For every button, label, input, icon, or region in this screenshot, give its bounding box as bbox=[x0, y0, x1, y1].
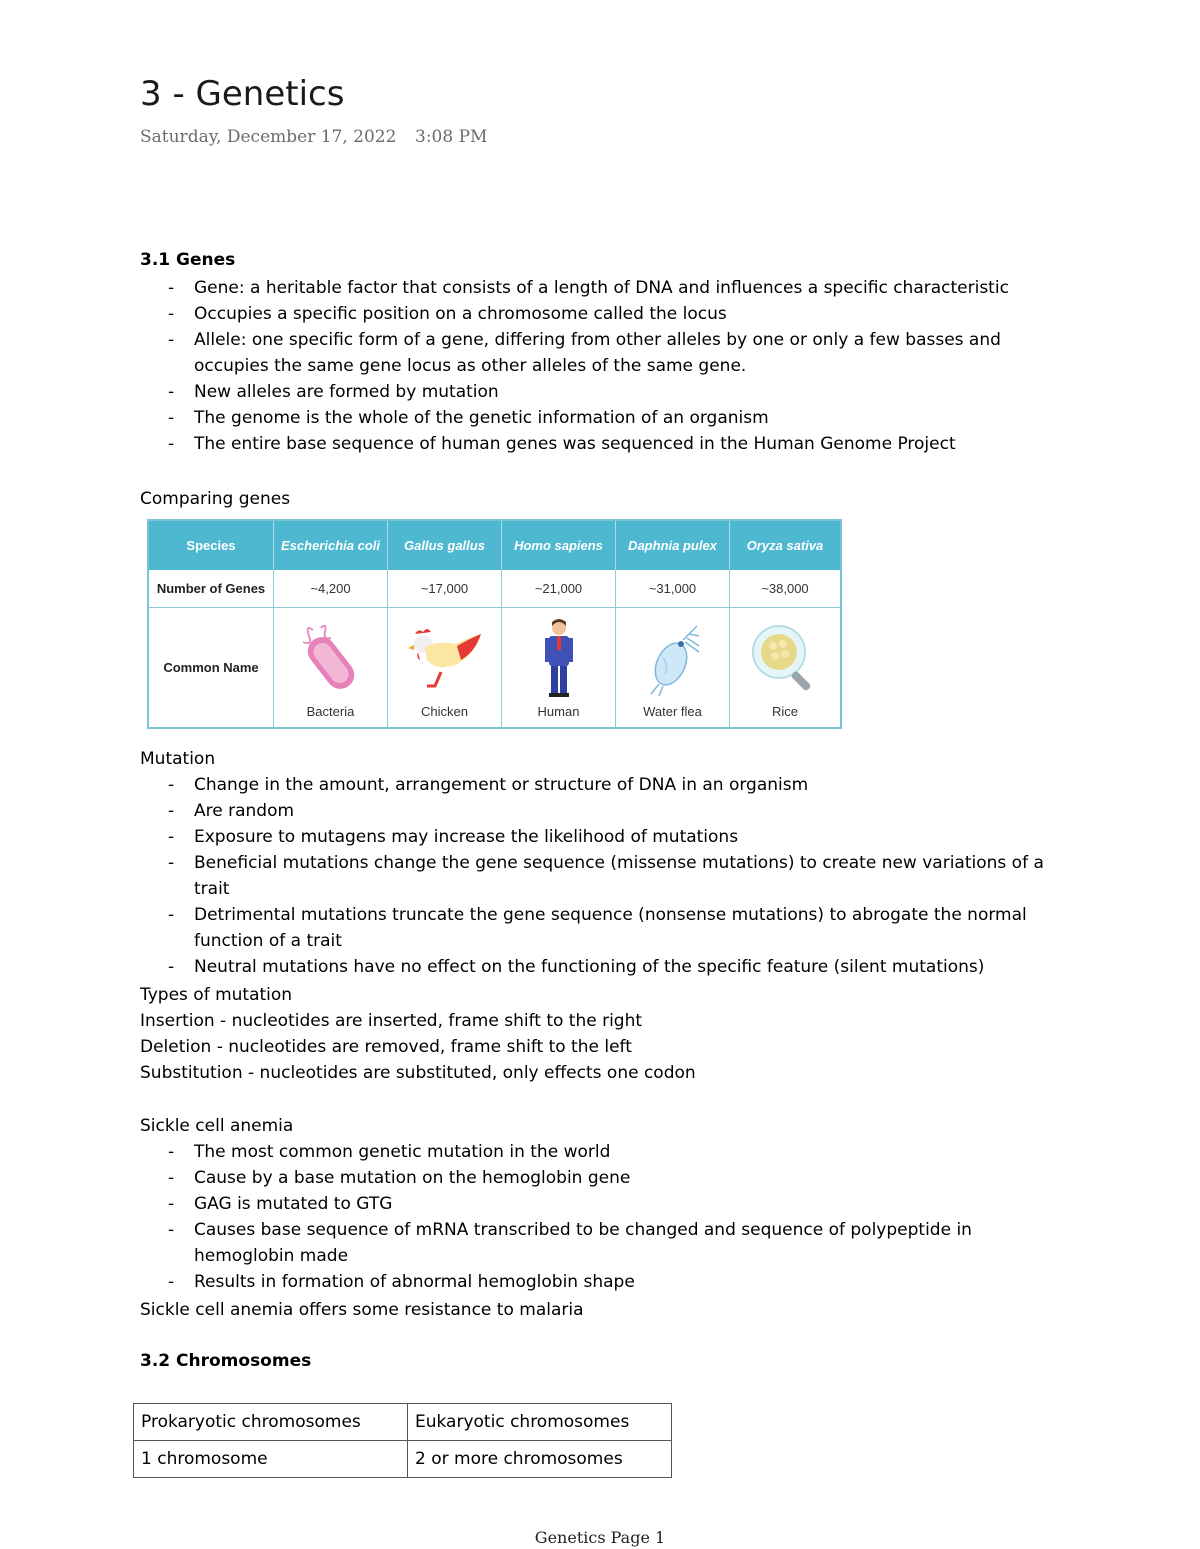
common-name-label: Chicken bbox=[421, 704, 468, 719]
list-item: - Gene: a heritable factor that consists of a length of DNA and influences a specific characteristic bbox=[168, 278, 1009, 298]
sickle-cell-note: Sickle cell anemia offers some resistance to malaria bbox=[140, 1300, 584, 1320]
common-name-cell bbox=[616, 608, 730, 727]
gene-count-cell: ~21,000 bbox=[502, 570, 616, 608]
table-header-species: Species bbox=[149, 521, 274, 570]
table-header-cell: Eukaryotic chromosomes bbox=[408, 1404, 672, 1441]
chromosome-comparison-table bbox=[133, 1403, 672, 1478]
list-item: - The entire base sequence of human genes was sequenced in the Human Genome Project bbox=[168, 434, 956, 454]
common-name-label: Human bbox=[537, 704, 580, 719]
list-item: - Detrimental mutations truncate the gene sequence (nonsense mutations) to abrogate the normal function of a trait bbox=[168, 905, 1027, 951]
table-row bbox=[134, 1404, 672, 1441]
table-header-cell: Gallus gallus bbox=[388, 521, 502, 570]
common-name-label: Rice bbox=[771, 704, 798, 719]
comparing-genes-label: Comparing genes bbox=[140, 489, 291, 509]
common-name-label: Bacteria bbox=[306, 704, 355, 719]
common-name-cell bbox=[730, 608, 840, 727]
common-name-label: Water flea bbox=[643, 704, 702, 719]
section-heading-chromosomes: 3.2 Chromosomes bbox=[140, 1351, 312, 1371]
mutation-type-substitution: Substitution - nucleotides are substituted, only effects one codon bbox=[140, 1063, 696, 1083]
mutation-type-deletion: Deletion - nucleotides are removed, frame shift to the left bbox=[140, 1037, 632, 1057]
types-of-mutation-label: Types of mutation bbox=[140, 985, 293, 1005]
table-header-cell: Prokaryotic chromosomes bbox=[134, 1404, 408, 1441]
human-icon bbox=[519, 618, 599, 698]
gene-count-cell: ~17,000 bbox=[388, 570, 502, 608]
list-item: - Causes base sequence of mRNA transcribed to be changed and sequence of polypeptide in hemoglobin made bbox=[168, 1220, 972, 1266]
table-header-cell: Escherichia coli bbox=[274, 521, 388, 570]
water-flea-icon bbox=[633, 618, 713, 698]
common-name-cell bbox=[388, 608, 502, 727]
table-cell: 2 or more chromosomes bbox=[408, 1441, 672, 1478]
page-date: Saturday, December 17, 2022 bbox=[140, 127, 397, 147]
list-item: - Cause by a base mutation on the hemoglobin gene bbox=[168, 1168, 631, 1188]
row-label-common-name: Common Name bbox=[149, 608, 274, 727]
table-header-cell: Homo sapiens bbox=[502, 521, 616, 570]
list-item: - Beneficial mutations change the gene sequence (missense mutations) to create new variations of a trait bbox=[168, 853, 1044, 899]
section-heading-genes: 3.1 Genes bbox=[140, 250, 236, 270]
page-time: 3:08 PM bbox=[415, 127, 488, 147]
sickle-cell-label: Sickle cell anemia bbox=[140, 1116, 294, 1136]
chicken-icon bbox=[405, 618, 485, 698]
table-cell: 1 chromosome bbox=[134, 1441, 408, 1478]
list-item: - Neutral mutations have no effect on the functioning of the specific feature (silent mutations) bbox=[168, 957, 985, 977]
mutation-type-insertion: Insertion - nucleotides are inserted, frame shift to the right bbox=[140, 1011, 643, 1031]
table-header-cell: Daphnia pulex bbox=[616, 521, 730, 570]
list-item: - The genome is the whole of the genetic information of an organism bbox=[168, 408, 769, 428]
gene-count-cell: ~38,000 bbox=[730, 570, 840, 608]
species-gene-table bbox=[147, 519, 842, 729]
table-row bbox=[134, 1441, 672, 1478]
genes-bullet-list bbox=[168, 275, 1068, 457]
common-name-cell bbox=[502, 608, 616, 727]
gene-count-cell: ~4,200 bbox=[274, 570, 388, 608]
gene-count-cell: ~31,000 bbox=[616, 570, 730, 608]
list-item: - Occupies a specific position on a chromosome called the locus bbox=[168, 304, 727, 324]
page-footer: Genetics Page 1 bbox=[534, 1528, 666, 1547]
sickle-cell-bullet-list bbox=[168, 1139, 1068, 1295]
list-item: - Results in formation of abnormal hemoglobin shape bbox=[168, 1272, 635, 1292]
row-label-genes: Number of Genes bbox=[149, 570, 274, 608]
list-item: - Allele: one specific form of a gene, differing from other alleles by one or only a few basses and occupies the same gene locus as other alleles of the same gene. bbox=[168, 330, 1001, 376]
list-item: - GAG is mutated to GTG bbox=[168, 1194, 393, 1214]
mutation-label: Mutation bbox=[140, 749, 216, 769]
list-item: - New alleles are formed by mutation bbox=[168, 382, 499, 402]
mutation-bullet-list bbox=[168, 772, 1068, 980]
list-item: - Are random bbox=[168, 801, 295, 821]
rice-icon bbox=[745, 618, 825, 698]
page-title: 3 - Genetics bbox=[140, 74, 345, 114]
bacteria-icon bbox=[291, 618, 371, 698]
list-item: - Exposure to mutagens may increase the likelihood of mutations bbox=[168, 827, 739, 847]
list-item: - The most common genetic mutation in the world bbox=[168, 1142, 611, 1162]
common-name-cell bbox=[274, 608, 388, 727]
list-item: - Change in the amount, arrangement or structure of DNA in an organism bbox=[168, 775, 809, 795]
table-header-cell: Oryza sativa bbox=[730, 521, 840, 570]
